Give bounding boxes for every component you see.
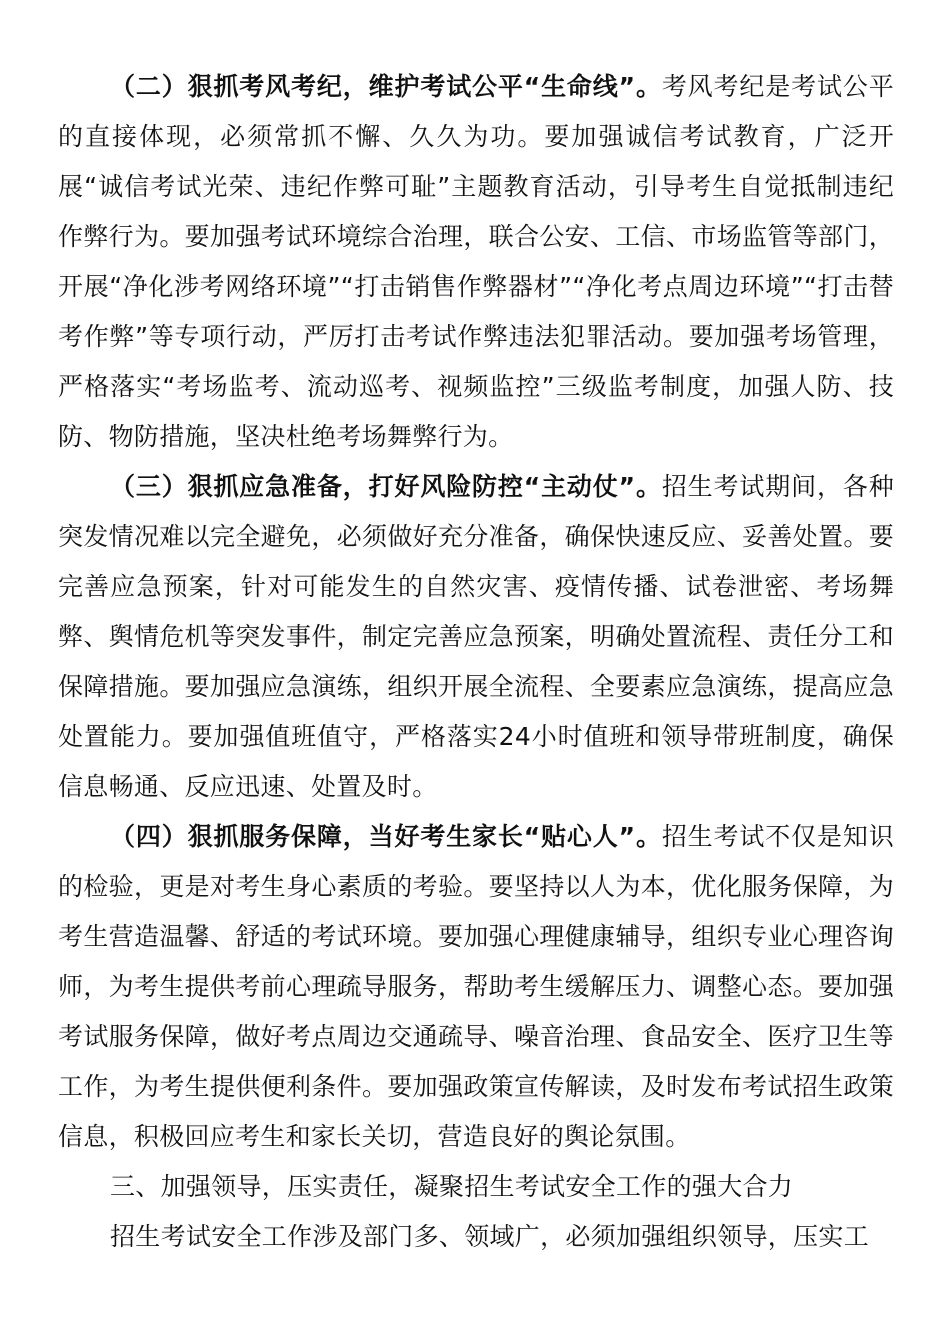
paragraph-lead: （四）狠抓服务保障，当好考生家长“贴心人”。 xyxy=(110,822,662,851)
paragraph-closing: 招生考试安全工作涉及部门多、领域广，必须加强组织领导，压实工 xyxy=(110,1222,870,1251)
paragraph-exam-discipline xyxy=(58,62,894,462)
paragraph-lead: （二）狠抓考风考纪，维护考试公平“生命线”。 xyxy=(110,72,662,101)
paragraph-lead: （三）狠抓应急准备，打好风险防控“主动仗”。 xyxy=(110,472,662,501)
paragraph-body: 招生考试期间，各种突发情况难以完全避免，必须做好充分准备，确保快速反应、妥善处置。要完善应急预案，针对可能发生的自然灾害、疫情传播、试卷泄密、考场舞弊、舆情危机等突发事件，制定完善应急预案，明确处置流程、责任分工和保障措施。要加强应急演练，组织开展全流程、全要素应急演练，提高应急处置能力。要加强值班值守，严格落实24小时值班和领导带班制度，确保信息畅通、反应迅速、处置及时。 xyxy=(58,472,895,801)
document-page xyxy=(58,62,894,1262)
paragraph-emergency-prep xyxy=(58,462,894,812)
paragraph-body: 考风考纪是考试公平的直接体现，必须常抓不懈、久久为功。要加强诚信考试教育，广泛开展“诚信考试光荣、违纪作弊可耻”主题教育活动，引导考生自觉抵制违纪作弊行为。要加强考试环境综合治理，联合公安、工信、市场监管等部门，开展“净化涉考网络环境”“打击销售作弊器材”“净化考点周边环境”“打击替考作弊”等专项行动，严厉打击考试作弊违法犯罪活动。要加强考场管理，严格落实“考场监考、流动巡考、视频监控”三级监考制度，加强人防、技防、物防措施，坚决杜绝考场舞弊行为。 xyxy=(58,72,895,451)
section-heading: 三、加强领导，压实责任，凝聚招生考试安全工作的强大合力 xyxy=(110,1172,794,1201)
paragraph-service-support xyxy=(58,812,894,1162)
paragraph-body: 招生考试不仅是知识的检验，更是对考生身心素质的考验。要坚持以人为本，优化服务保障，为考生营造温馨、舒适的考试环境。要加强心理健康辅导，组织专业心理咨询师，为考生提供考前心理疏导服务，帮助考生缓解压力、调整心态。要加强考试服务保障，做好考点周边交通疏导、噪音治理、食品安全、医疗卫生等工作，为考生提供便利条件。要加强政策宣传解读，及时发布考试招生政策信息，积极回应考生和家长关切，营造良好的舆论氛围。 xyxy=(58,822,895,1151)
